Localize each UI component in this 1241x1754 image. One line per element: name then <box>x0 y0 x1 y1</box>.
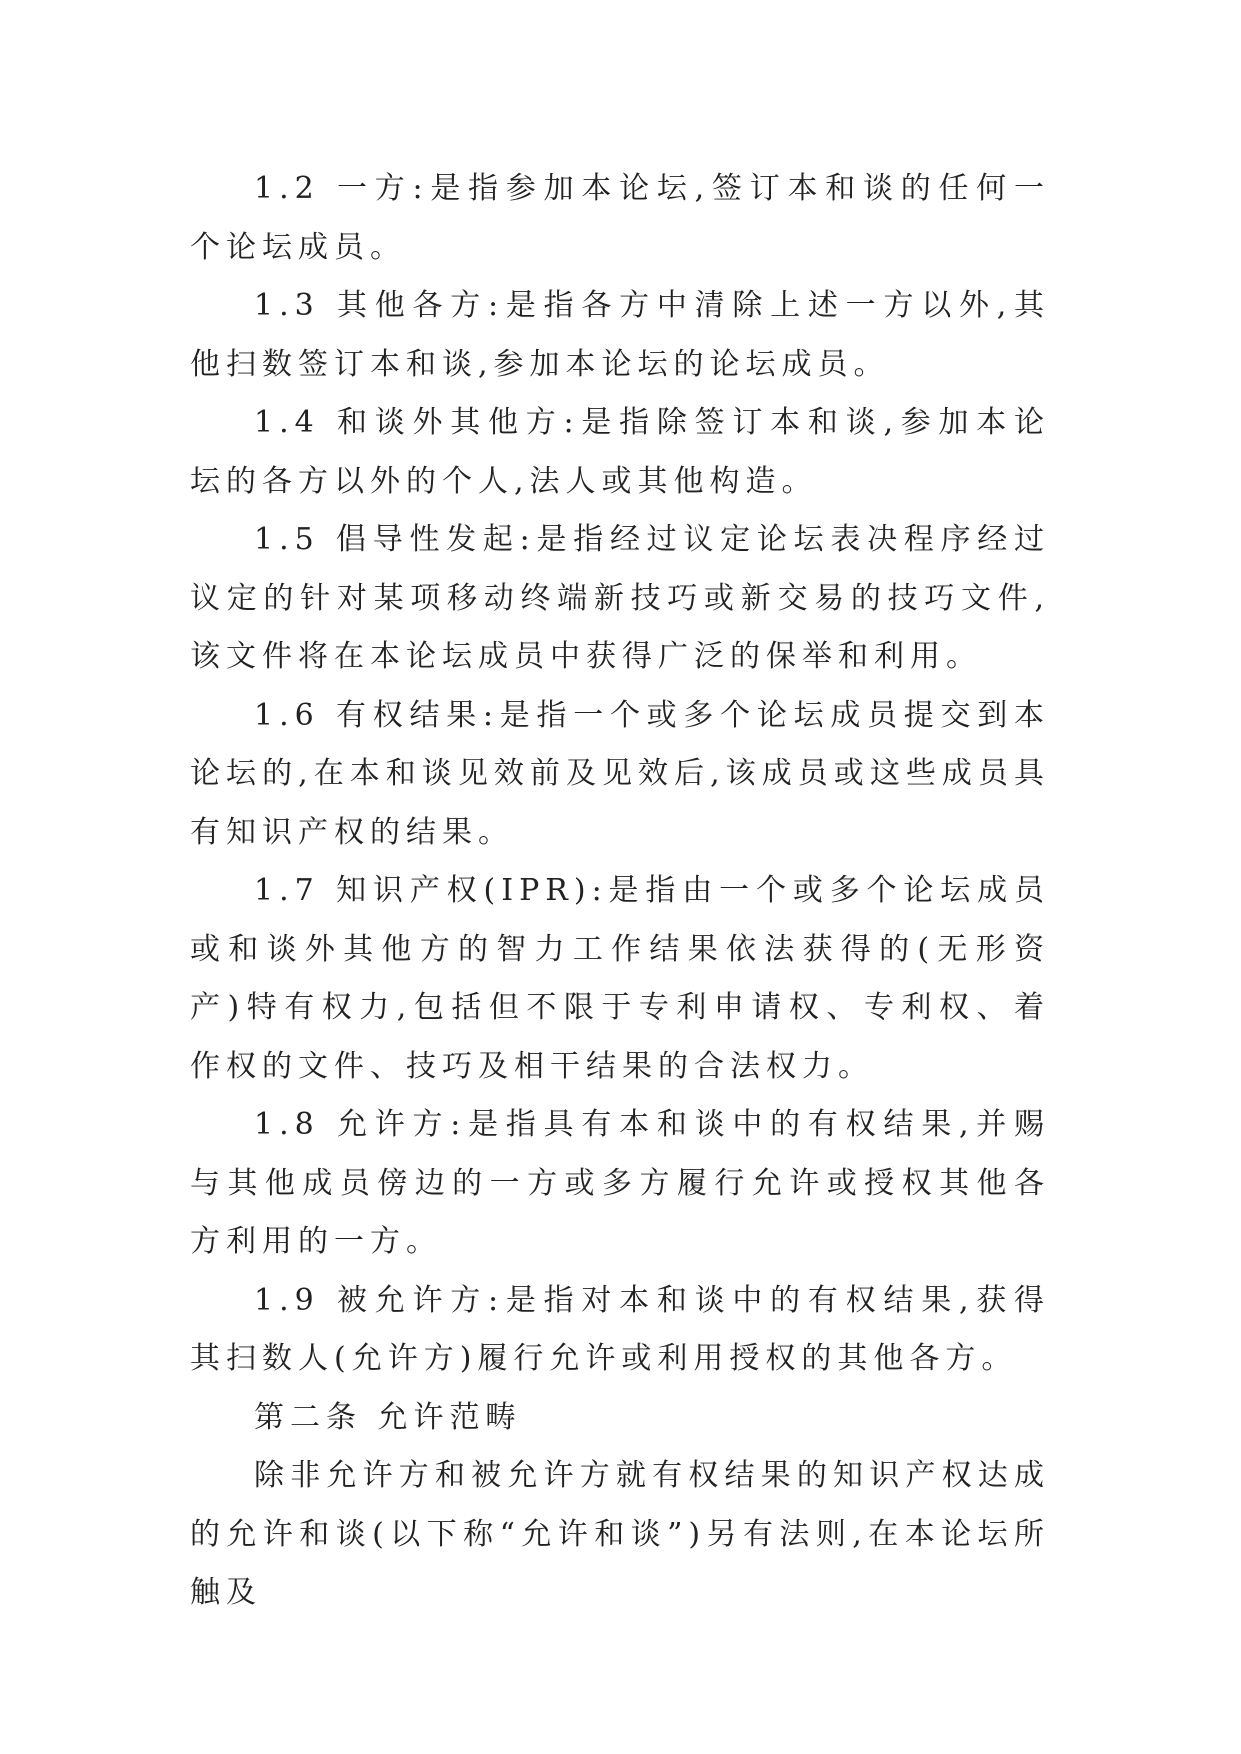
article-2-heading: 第二条 允许范畴 <box>254 1399 522 1435</box>
definition-1-3: 1.3 其他各方:是指各方中清除上述一方以外,其他扫数签订本和谈,参加本论坛的论坛成员。 <box>190 288 1050 382</box>
definition-1-4: 1.4 和谈外其他方:是指除签订本和谈,参加本论坛的各方以外的个人,法人或其他构造。 <box>190 405 1050 499</box>
definition-1-8: 1.8 允许方:是指具有本和谈中的有权结果,并赐与其他成员傍边的一方或多方履行允许或授权其他各方利用的一方。 <box>190 1107 1050 1259</box>
definition-1-9: 1.9 被允许方:是指对本和谈中的有权结果,获得其扫数人(允许方)履行允许或利用授权的其他各方。 <box>190 1282 1050 1376</box>
definition-1-2: 1.2 一方:是指参加本论坛,签订本和谈的任何一个论坛成员。 <box>190 171 1050 265</box>
definition-1-6: 1.6 有权结果:是指一个或多个论坛成员提交到本论坛的,在本和谈见效前及见效后,该成员或这些成员具有知识产权的结果。 <box>190 697 1050 850</box>
document-body <box>190 160 1050 1623</box>
definition-1-7: 1.7 知识产权(IPR):是指由一个或多个论坛成员或和谈外其他方的智力工作结果依法获得的(无形资产)特有权力,包括但不限于专利申请权、专利权、着作权的文件、技巧及相干结果的合法权力。 <box>190 873 1050 1084</box>
article-2-body: 除非允许方和被允许方就有权结果的知识产权达成的允许和谈(以下称“允许和谈”)另有法则,在本论坛所触及 <box>190 1458 1050 1610</box>
definition-1-5: 1.5 倡导性发起:是指经过议定论坛表决程序经过议定的针对某项移动终端新技巧或新交易的技巧文件,该文件将在本论坛成员中获得广泛的保举和利用。 <box>190 522 1050 674</box>
